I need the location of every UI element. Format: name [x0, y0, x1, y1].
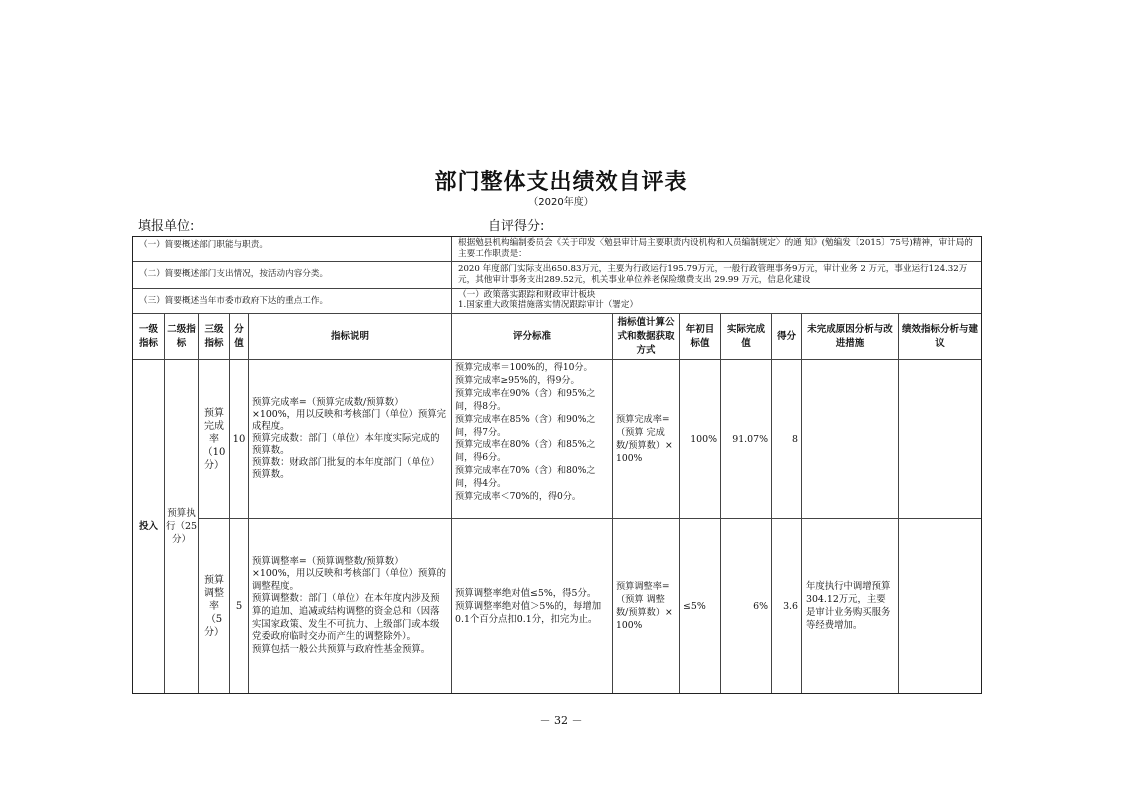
criteria-cell: 预算完成率＝100%的，得10分。 预算完成率≥95%的，得9分。 预算完成率在90%（含）和95%之间，得8分。 预算完成率在85%（含）和90%之间，得7分。 预算完成率在80%（含）和85%之间，得6分。 预算完成率在70%（含）和80%之间，得4分。 预算完成率＜70%的，得0分。 — [455, 363, 596, 503]
level3-cell: 预算完成率（10分） — [199, 360, 230, 518]
description-cell-wrap — [249, 519, 452, 693]
reason-cell-wrap — [802, 519, 899, 693]
header-level3: 三级指标 — [199, 314, 230, 359]
header-level1: 一级指标 — [133, 314, 165, 359]
overview-label-2: （二）简要概述部门支出情况，按活动内容分类。 — [133, 262, 452, 288]
overview-label-1: （一）简要概述部门职能与职责。 — [133, 237, 452, 261]
table-row — [199, 360, 981, 519]
description-cell: 预算调整率=（预算调整数/预算数）×100%，用以反映和考核部门（单位）预算的调整程度。 预算调整数：部门（单位）在本年度内涉及预算的追加、追减或结构调整的资金总和（因落实国家政策、发生不可抗力、上级部门或本级党委政府临时交办而产生的调整除外）。 预算包括一般公共预算与政府性基金预算。 — [252, 555, 447, 655]
advice-cell — [899, 519, 981, 693]
description-cell-wrap — [249, 360, 452, 518]
points-cell: 10 — [230, 360, 249, 518]
page-number: － 32 － — [539, 714, 583, 727]
header-actual: 实际完成值 — [721, 314, 772, 359]
actual-cell: 91.07% — [721, 360, 772, 518]
overview-label-3: （三）简要概述当年市委市政府下达的重点工作。 — [133, 289, 452, 313]
criteria-cell-wrap — [452, 360, 613, 518]
score-cell: 3.6 — [772, 519, 802, 693]
year-subtitle: （2020年度） — [528, 197, 594, 208]
header-score: 得分 — [772, 314, 802, 359]
overview-content-1: 根据勉县机构编制委员会《关于印发〈勉县审计局主要职责内设机构和人员编制规定〉的通 知》(勉编发〔2015〕75号)精神，审计局的主要工作职责是： — [458, 238, 973, 259]
fill-unit-label: 填报单位: — [138, 219, 195, 234]
header-criteria: 评分标准 — [452, 314, 613, 359]
criteria-cell-wrap — [452, 519, 613, 693]
advice-cell — [899, 360, 981, 518]
evaluation-table — [132, 236, 982, 694]
self-score-label: 自评得分: — [488, 219, 545, 234]
score-cell: 8 — [772, 360, 802, 518]
overview-row-3 — [133, 289, 981, 314]
header-row — [133, 314, 981, 360]
header-points: 分值 — [230, 314, 249, 359]
overview-row-2 — [133, 262, 981, 289]
header-level2: 二级指标 — [165, 314, 199, 359]
formula-cell-wrap — [613, 519, 680, 693]
table-row — [199, 519, 981, 693]
formula-cell: 预算调整率=（预算 调整数/预算数）× 100% — [616, 581, 673, 631]
header-formula: 指标值计算公式和数据获取方式 — [613, 314, 680, 359]
target-cell: ≤5% — [680, 519, 721, 693]
description-cell: 预算完成率=（预算完成数/预算数）×100%，用以反映和考核部门（单位）预算完成程度。 预算完成数：部门（单位）本年度实际完成的预算数。 预算数：财政部门批复的本年度部门（单位）预算数。 — [252, 397, 447, 480]
formula-cell-wrap — [613, 360, 680, 518]
header-description: 指标说明 — [249, 314, 452, 359]
criteria-cell: 预算调整率绝对值≤5%，得5分。 预算调整率绝对值＞5%的，每增加0.1个百分点扣0.1分，扣完为止。 — [455, 587, 602, 625]
target-cell: 100% — [680, 360, 721, 518]
header-target: 年初目标值 — [680, 314, 721, 359]
level1-cell: 投入 — [133, 360, 165, 693]
actual-cell: 6% — [721, 519, 772, 693]
overview-row-1 — [133, 237, 981, 262]
formula-cell: 预算完成率=（预算 完成数/预算数）× 100% — [616, 414, 673, 464]
reason-cell — [802, 360, 899, 518]
points-cell: 5 — [230, 519, 249, 693]
level3-cell: 预算调整率（5分） — [199, 519, 230, 693]
overview-content-2: 2020 年度部门实际支出650.83万元，主要为行政运行195.79万元，一般行政管理事务9万元，审计业务 2 万元，事业运行124.32万元，其他审计事务支出289.52元，机关事业单位养老保险缴费支出 29.99 万元，信息化建设 — [458, 264, 968, 285]
reason-cell: 年度执行中调增预算304.12万元，主要是审计业务购买服务等经费增加。 — [806, 581, 891, 631]
level2-cell: 预算执行（25分） — [165, 360, 199, 693]
header-advice: 绩效指标分析与建议 — [901, 323, 978, 349]
header-reason: 未完成原因分析与改进措施 — [802, 314, 899, 359]
page-title: 部门整体支出绩效自评表 — [434, 170, 688, 195]
overview-content-3: （一）政策落实跟踪和财政审计板块 1.国家重大政策措施落实情况跟踪审计（署定） — [458, 290, 639, 310]
